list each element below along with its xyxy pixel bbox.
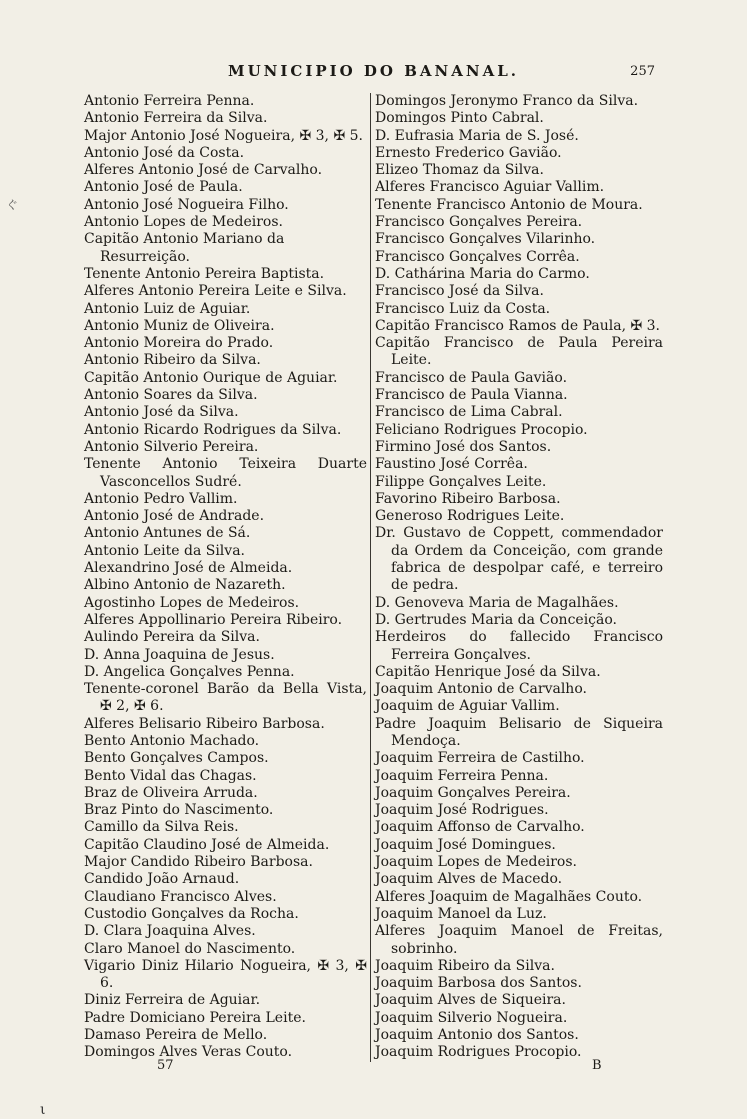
name-entry: Diniz Ferreira de Aguiar. (84, 992, 261, 1009)
name-entry: Major Antonio José Nogueira, ✠ 3, ✠ 5. (84, 127, 363, 144)
name-entry: Antonio Antunes de Sá. (84, 525, 251, 542)
page-header (0, 62, 747, 86)
name-entry: Filippe Gonçalves Leite. (375, 473, 547, 490)
name-entry: Antonio Muniz de Oliveira. (84, 317, 275, 334)
name-entry: Ernesto Frederico Gavião. (375, 144, 562, 161)
name-entry: Joaquim Affonso de Carvalho. (375, 819, 585, 836)
name-entry: Feliciano Rodrigues Procopio. (375, 421, 588, 438)
names-column-left (84, 93, 367, 1062)
name-entry: Joaquim Manoel da Luz. (375, 905, 547, 922)
signature-mark-left: 57 (157, 1058, 174, 1073)
name-entry: Capitão Henrique José da Silva. (375, 663, 601, 680)
signature-mark-right: B (592, 1058, 602, 1073)
name-entry: D. Genoveva Maria de Magalhães. (375, 594, 619, 611)
name-entry: Joaquim José Domingues. (375, 836, 556, 853)
name-entry: Antonio Ricardo Rodrigues da Silva. (84, 421, 342, 438)
name-entry: D. Eufrasia Maria de S. José. (375, 127, 579, 144)
name-entry: Domingos Pinto Cabral. (375, 110, 544, 127)
name-entry: Domingos Jeronymo Franco da Silva. (375, 93, 639, 109)
name-entry: Tenente Francisco Antonio de Moura. (375, 196, 643, 213)
name-entry: Capitão Francisco Ramos de Paula, ✠ 3. (375, 317, 661, 334)
name-entry: Joaquim Lopes de Medeiros. (375, 854, 577, 871)
name-entry: Alexandrino José de Almeida. (84, 560, 293, 577)
name-entry: Francisco Luiz da Costa. (375, 300, 551, 317)
name-entry: Antonio José da Silva. (84, 404, 239, 421)
name-entry: Antonio Leite da Silva. (84, 542, 245, 559)
name-entry: Padre Joaquim Belisario de Siqueira Mendoça. (375, 715, 663, 749)
name-entry: Antonio José Nogueira Filho. (84, 196, 289, 213)
name-entry: Antonio Luiz de Aguiar. (84, 300, 251, 317)
name-entry: Agostinho Lopes de Medeiros. (84, 594, 300, 611)
name-entry: Alferes Belisario Ribeiro Barbosa. (84, 715, 325, 732)
name-entry: D. Anna Joaquina de Jesus. (84, 646, 275, 663)
name-entry: Antonio José de Paula. (84, 179, 243, 196)
name-entry: Joaquim Ferreira de Castilho. (375, 750, 585, 767)
name-entry: Francisco de Lima Cabral. (375, 404, 563, 421)
name-entry: Favorino Ribeiro Barbosa. (375, 490, 561, 507)
name-entry: Elizeo Thomaz da Silva. (375, 162, 544, 179)
name-entry: Francisco de Paula Vianna. (375, 387, 568, 404)
page-footer (0, 1058, 747, 1078)
name-entry: Antonio Pedro Vallim. (84, 490, 238, 507)
name-entry: Alferes Antonio Pereira Leite e Silva. (84, 283, 347, 300)
name-entry: Antonio Lopes de Medeiros. (84, 214, 283, 231)
name-entry: Alferes Joaquim Manoel de Freitas, sobrinho. (375, 923, 663, 957)
name-entry: Braz Pinto do Nascimento. (84, 802, 274, 819)
name-entry: D. Angelica Gonçalves Penna. (84, 663, 295, 680)
name-entry: Antonio José da Costa. (84, 144, 245, 161)
name-entry: Francisco de Paula Gavião. (375, 369, 568, 386)
name-entry: Tenente Antonio Teixeira Duarte Vasconcellos Sudré. (84, 456, 367, 490)
name-entry: Damaso Pereira de Mello. (84, 1027, 268, 1044)
name-entry: Alferes Appollinario Pereira Ribeiro. (84, 611, 343, 628)
name-entry: Albino Antonio de Nazareth. (84, 577, 286, 594)
name-entry: Bento Gonçalves Campos. (84, 750, 269, 767)
name-entry: Joaquim de Aguiar Vallim. (375, 698, 560, 715)
name-entry: Capitão Antonio Ourique de Aguiar. (84, 369, 338, 386)
name-entry: Joaquim Alves de Siqueira. (375, 992, 566, 1009)
name-entry: Francisco Gonçalves Corrêa. (375, 248, 580, 265)
name-entry: Joaquim Ferreira Penna. (375, 767, 549, 784)
name-entry: Joaquim José Rodrigues. (375, 802, 549, 819)
name-entry: Antonio José de Andrade. (84, 508, 265, 525)
name-entry: Joaquim Rodrigues Procopio. (375, 1044, 582, 1061)
name-entry: Aulindo Pereira da Silva. (84, 629, 260, 646)
name-entry: Antonio Soares da Silva. (84, 387, 258, 404)
name-entry: Joaquim Gonçalves Pereira. (375, 784, 571, 801)
name-entry: Braz de Oliveira Arruda. (84, 784, 258, 801)
name-entry: Vigario Diniz Hilario Nogueira, ✠ 3, ✠ 6. (84, 957, 367, 992)
name-entry: D. Gertrudes Maria da Conceição. (375, 611, 617, 628)
page-title: MUNICIPIO DO BANANAL. (227, 62, 520, 80)
name-entry: Francisco José da Silva. (375, 283, 544, 300)
name-entry: Joaquim Ribeiro da Silva. (375, 957, 555, 974)
name-entry: Bento Vidal das Chagas. (84, 767, 257, 784)
name-entry: Dr. Gustavo de Coppett, commendador da Ordem da Conceição, com grande fabrica de despolpar café, e terreiro de pedra. (375, 525, 663, 594)
margin-annotation: ぐ (6, 198, 19, 212)
name-entry: Generoso Rodrigues Leite. (375, 508, 565, 525)
names-column-right (370, 93, 663, 1062)
ink-speck: ι (40, 1102, 46, 1118)
name-entry: Padre Domiciano Pereira Leite. (84, 1009, 306, 1026)
name-entry: Capitão Antonio Mariano da Resurreição. (84, 231, 285, 265)
name-entry: Alferes Francisco Aguiar Vallim. (375, 179, 605, 196)
name-entry: Alferes Joaquim de Magalhães Couto. (375, 888, 643, 905)
name-entry: Tenente Antonio Pereira Baptista. (84, 265, 325, 282)
name-entry: Joaquim Silverio Nogueira. (375, 1009, 568, 1026)
name-entry: Joaquim Antonio de Carvalho. (375, 681, 587, 698)
name-entry: Joaquim Antonio dos Santos. (375, 1027, 579, 1044)
name-entry: Claudiano Francisco Alves. (84, 888, 277, 905)
name-entry: Camillo da Silva Reis. (84, 819, 239, 836)
name-entry: Antonio Silverio Pereira. (84, 438, 259, 455)
name-entry: Joaquim Alves de Macedo. (375, 871, 563, 888)
name-entry: Joaquim Barbosa dos Santos. (375, 975, 582, 992)
name-entry: Herdeiros do fallecido Francisco Ferreira Gonçalves. (375, 629, 663, 663)
name-entry: Custodio Gonçalves da Rocha. (84, 905, 299, 922)
name-entry: Bento Antonio Machado. (84, 732, 260, 749)
name-entry: Francisco Gonçalves Vilarinho. (375, 231, 596, 248)
name-entry: Faustino José Corrêa. (375, 456, 528, 473)
name-entry: Francisco Gonçalves Pereira. (375, 214, 583, 231)
name-entry: Antonio Ferreira da Silva. (84, 110, 268, 127)
name-entry: Antonio Ribeiro da Silva. (84, 352, 261, 369)
page-number: 257 (630, 64, 655, 79)
name-entry: Firmino José dos Santos. (375, 438, 552, 455)
name-entry: Claro Manoel do Nascimento. (84, 940, 296, 957)
name-entry: Alferes Antonio José de Carvalho. (84, 162, 323, 179)
name-entry: D. Cathárina Maria do Carmo. (375, 265, 590, 282)
name-entry: Antonio Moreira do Prado. (84, 335, 274, 352)
name-entry: D. Clara Joaquina Alves. (84, 923, 256, 940)
name-entry: Capitão Francisco de Paula Pereira Leite. (375, 335, 663, 369)
name-entry: Capitão Claudino José de Almeida. (84, 836, 330, 853)
name-entry: Domingos Alves Veras Couto. (84, 1044, 293, 1061)
name-entry: Major Candido Ribeiro Barbosa. (84, 854, 313, 871)
name-entry: Antonio Ferreira Penna. (84, 93, 255, 109)
name-entry: Tenente-coronel Barão da Bella Vista, ✠ 2, ✠ 6. (84, 681, 367, 715)
name-entry: Candido João Arnaud. (84, 871, 240, 888)
